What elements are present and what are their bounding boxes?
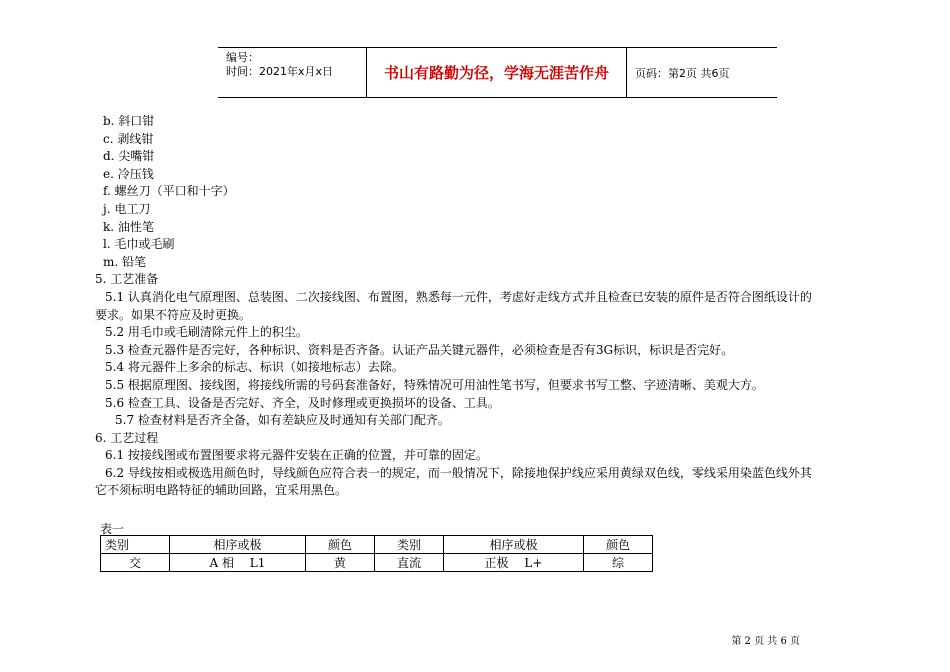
tool-item: l. 毛巾或毛刷 bbox=[103, 237, 175, 252]
document-number-label: 编号： bbox=[226, 51, 259, 64]
table-header-row bbox=[101, 536, 653, 554]
tool-item: f. 螺丝刀（平口和十字） bbox=[103, 184, 235, 199]
tool-item: c. 剥线钳 bbox=[103, 131, 154, 146]
table-cell: A 相 L1 bbox=[170, 554, 306, 572]
header-meta-cell bbox=[218, 48, 367, 97]
section-5-item-continuation: 要求。如果不符应及时更换。 bbox=[95, 307, 252, 322]
tool-item: b. 斜口钳 bbox=[103, 114, 155, 128]
tool-item: d. 尖嘴钳 bbox=[103, 149, 155, 164]
section-5-item: 5.6 检查工具、设备是否完好、齐全，及时修理或更换损坏的设备、工具。 bbox=[105, 395, 500, 410]
tool-item: j. 电工刀 bbox=[103, 201, 151, 216]
table-header-cell: 相序或极 bbox=[444, 536, 584, 554]
page-footer: 第 2 页 共 6 页 bbox=[731, 636, 800, 647]
table-cell: 正极 L+ bbox=[444, 554, 584, 572]
table-header-cell: 相序或极 bbox=[170, 536, 306, 554]
tool-item: m. 铅笔 bbox=[103, 254, 147, 269]
table-cell: 综 bbox=[583, 554, 652, 572]
section-6-item: 6.1 按接线图或布置图要求将元器件安装在正确的位置，并可靠的固定。 bbox=[105, 448, 488, 463]
tool-item: e. 冷压钱 bbox=[103, 166, 154, 181]
tool-item: k. 油性笔 bbox=[103, 219, 154, 234]
section-6-item-continuation: 它不须标明电路特征的辅助回路，宜采用黑色。 bbox=[95, 483, 348, 498]
table-header-cell: 类别 bbox=[374, 536, 443, 554]
section-5-item: 5.2 用毛巾或毛刷清除元件上的积尘。 bbox=[105, 325, 308, 340]
table-header-cell: 颜色 bbox=[583, 536, 652, 554]
section-5-item: 5.5 根据原理图、接线图，将接线所需的号码套准备好，特殊情况可用油性笔书写，但要求书写工整、字迹清晰、美观大方。 bbox=[105, 377, 764, 392]
section-5-item: 5.4 将元器件上多余的标志、标识（如接地标志）去除。 bbox=[105, 360, 404, 375]
table-cell: 直流 bbox=[374, 554, 443, 572]
section-5-title: 5. 工艺准备 bbox=[95, 272, 159, 287]
table-header-cell: 类别 bbox=[101, 536, 170, 554]
table-cell: 黄 bbox=[305, 554, 374, 572]
section-6-item: 6.2 导线按相或极选用颜色时，导线颜色应符合表一的规定，而一般情况下，除接地保护线应采用黄绿双色线，零线采用染蓝色线外其 bbox=[105, 465, 812, 480]
section-5-item: 5.3 检查元器件是否完好，各种标识、资料是否齐备。认证产品关键元器件，必须检查是否有3G标识，标识是否完好。 bbox=[105, 342, 734, 357]
table-caption: 表一 bbox=[100, 522, 125, 536]
header-page-label: 页码：第2页 共6页 bbox=[635, 66, 730, 80]
section-5-item: 5.7 检查材料是否齐全备，如有差缺应及时通知有关部门配齐。 bbox=[115, 413, 450, 428]
document-body bbox=[95, 113, 915, 500]
header-motto: 书山有路勤为径，学海无涯苦作舟 bbox=[367, 48, 627, 97]
table-header-cell: 颜色 bbox=[305, 536, 374, 554]
section-5-item: 5.1 认真消化电气原理图、总装图、二次接线图、布置图，熟悉每一元件，考虑好走线方式并且检查已安装的原件是否符合图纸设计的 bbox=[105, 289, 812, 304]
document-time-label: 时间：2021年x月x日 bbox=[226, 65, 334, 78]
color-table bbox=[100, 535, 653, 572]
table-row bbox=[101, 554, 653, 572]
header-table bbox=[218, 47, 777, 98]
section-6-title: 6. 工艺过程 bbox=[95, 430, 159, 445]
table-cell: 交 bbox=[101, 554, 170, 572]
